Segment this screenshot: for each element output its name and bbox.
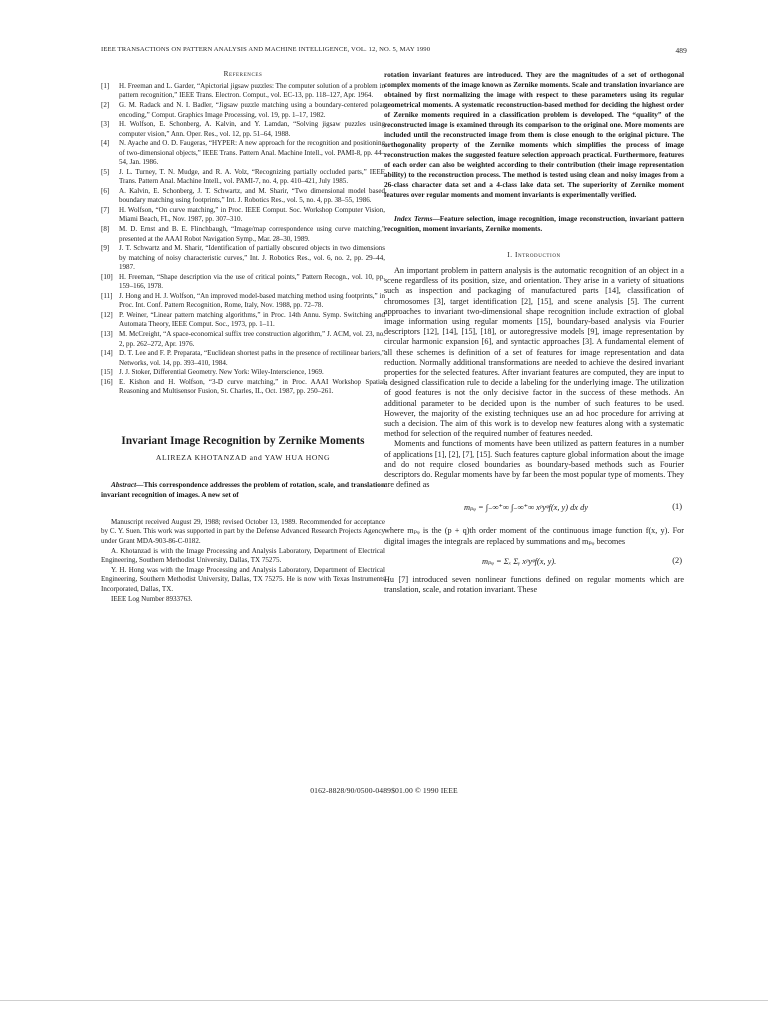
reference-number: [1] — [101, 82, 110, 90]
reference-item — [101, 225, 385, 244]
left-column — [101, 70, 385, 605]
reference-text: J. L. Turney, T. N. Mudge, and R. A. Volz, “Recognizing partially occluded parts,” IEEE Trans. Pattern Anal. Machine Intell., vol. PAMI-7, no. 4, pp. 410–421, July 1985. — [119, 167, 385, 186]
reference-text: J. J. Stoker, Differential Geometry. New York: Wiley-Interscience, 1969. — [119, 368, 324, 377]
equation-2-expression: mₚᵩ = Σₓ Σᵧ xᵖyᵠf(x, y). — [482, 556, 557, 566]
index-terms-label: Index Terms — [394, 214, 433, 223]
reference-text: H. Freeman and L. Garder, “Apictorial jigsaw puzzles: The computer solution of a problem in pattern recognition,” IEEE Trans. Electron. Comput., vol. EC-13, pp. 118–127, Apr. 1964. — [119, 82, 385, 100]
footnote-paragraph: Y. H. Hong was with the Image Processing and Analysis Laboratory, Department of Electrical Engineering, Southern Methodist University, Dallas, TX 75275. He is now with Texas Instruments Incorporated, Dallas, TX. — [101, 565, 385, 593]
intro-paragraph-1: An important problem in pattern analysis is the automatic recognition of an object in a scene regardless of its position, size, and orientation. They arise in a variety of situations such as inspection and packaging of manufactured parts [14], classification of chromosomes [3], target identification [2], [15], and scene analysis [5]. The current approaches to invariant two-dimensional shape recognition include extraction of global image information using regular moments [15], boundary-based analysis via Fourier descriptors [12], [14], [15], [18], or autoregressive models [9], image representation by circular harmonic expansion [6], and syntactic approaches [3]. A fundamental element of all these schemes is definition of a set of features for image representation and data reduction. Normally additional transformations are needed to achieve the desired invariant properties for the selected features. After invariant features are computed, they are input to a designed classification rule to decide a labeling for the underlying image. The utilization of good features is not the only decisive factor in the success of these methods. An additional parameter to be decided upon is the number of such features to be used. However, the majority of the existing techniques use an ad hoc procedure for arriving at such a decision. The aim of this work is to develop new features along with a systematic method for selection of the required number of features needed. — [384, 266, 684, 439]
equation-1-expression: mₚᵩ = ∫₋∞⁺∞ ∫₋∞⁺∞ xᵖyᵠf(x, y) dx dy — [464, 503, 589, 513]
intro-paragraph-2: Moments and functions of moments have been utilized as pattern features in a number of applications [1], [2], [7], [15]. Such features capture global information about the image and do not require closed boundaries as boundary-based methods such as Fourier descriptors do. Regular moments have by far been the most popular type of moments. They are defined as — [384, 439, 684, 490]
intro-paragraph-4: Hu [7] introduced seven nonlinear functions defined on regular moments which are translation, scale, and rotation invariant. These — [384, 574, 684, 595]
footnote-paragraph: Manuscript received August 29, 1988; revised October 13, 1989. Recommended for acceptance by C. Y. Suen. This work was supported in part by the Defense Advanced Research Projects Agency under Grant MDA-903-86-C-0182. — [101, 517, 385, 545]
copyright-footer: 0162-8828/90/0500-0489$01.00 © 1990 IEEE — [310, 786, 458, 795]
intro-paragraph-3: where mₚᵩ is the (p + q)th order moment of the continuous image function f(x, y). For digital images the integrals are replaced by summations and mₚᵩ becomes — [384, 526, 684, 546]
reference-item — [101, 168, 385, 187]
reference-number: [6] — [101, 186, 110, 195]
reference-number: [14] — [101, 349, 113, 358]
reference-text: P. Weiner, “Linear pattern matching algorithms,” in Proc. 14th Annu. Symp. Switching and Automata Theory, IEEE Comput. Soc., 1973, pp. 1–11. — [119, 311, 385, 329]
reference-text: M. McCreight, “A space-economical suffix tree construction algorithm,” J. ACM, vol. 23, no. 2, pp. 262–272, Apr. 1976. — [119, 330, 385, 348]
reference-text: N. Ayache and O. D. Faugeras, “HYPER: A new approach for the recognition and positioning of two-dimensional objects,” IEEE Trans. Pattern Anal. Machine Intell., vol. PAMI-8, pp. 44–54, Jan. 1986. — [119, 139, 385, 167]
reference-number: [16] — [101, 378, 113, 387]
reference-number: [4] — [101, 139, 110, 148]
page-number: 489 — [675, 46, 687, 55]
reference-text: M. D. Ernst and B. E. Flinchbaugh, “Image/map correspondence using curve matching,” presented at the AAAI Robot Navigation Symp., Mar. 28–30, 1989. — [119, 225, 385, 243]
abstract-label: Abstract— — [111, 479, 144, 489]
reference-item — [101, 120, 385, 139]
footnotes — [101, 518, 385, 604]
reference-item — [101, 349, 385, 368]
page-divider — [0, 1000, 768, 1001]
reference-list — [101, 82, 385, 397]
reference-item — [101, 311, 385, 330]
reference-text: J. T. Schwartz and M. Sharir, “Identification of partially obscured objects in two dimensions by matching of noisy characteristic curves,” Int. J. Robotics Res., vol. 6, no. 2, pp. 29–44, 1987. — [119, 244, 385, 272]
reference-item — [101, 378, 385, 397]
reference-item — [101, 273, 385, 292]
introduction-heading: I. Introduction — [507, 251, 561, 259]
equation-1-number: (1) — [672, 502, 682, 512]
reference-text: H. Freeman, “Shape description via the use of critical points,” Pattern Recogn., vol. 10, pp. 159–166, 1978. — [119, 272, 385, 291]
reference-item — [101, 330, 385, 349]
reference-number: [9] — [101, 244, 110, 253]
reference-text: G. M. Radack and N. I. Badler, “Jigsaw puzzle matching using a boundary-centered polar encoding,” Comput. Graphics Image Processing, vol. 19, pp. 1–17, 1982. — [119, 101, 385, 119]
reference-text: E. Kishon and H. Wolfson, “3-D curve matching,” in Proc. AAAI Workshop Spatial Reasoning and Multisensor Fusion, St. Charles, IL, Oct. 1987, pp. 250–261. — [119, 378, 385, 396]
references-title: References — [223, 70, 263, 78]
index-terms-text: —Feature selection, image recognition, image reconstruction, invariant pattern recognition, moment invariants, Zernike moments. — [384, 214, 684, 233]
reference-number: [7] — [101, 206, 110, 215]
reference-text: H. Wolfson, E. Schonberg, A. Kalvin, and Y. Lamdan, “Solving jigsaw puzzles using computer vision,” Ann. Oper. Res., vol. 12, pp. 51–64, 1988. — [119, 120, 385, 138]
reference-number: [2] — [101, 101, 110, 110]
reference-number: [13] — [101, 330, 113, 339]
reference-number: [15] — [101, 368, 113, 377]
reference-number: [11] — [101, 291, 113, 300]
equation-1 — [384, 493, 684, 523]
abstract-text-right: rotation invariant features are introduced. They are the magnitudes of a set of orthogonal complex moments of the image known as Zernike moments. Scale and translation invariance are obtained by first normalizing the image with respect to these parameters using its regular geometrical moments. A systematic reconstruction-based method for deciding the highest order of Zernike moments required in a classification problem is developed. The “quality” of the reconstructed image is examined through its comparison to the original one. More moments are included until the reconstructed image from them is close enough to the original picture. The orthogonality property of the Zernike moments which simplifies the process of image reconstruction makes the suggested feature selection approach practical. Furthermore, features of each order can also be weighted according to their contribution (their image representation ability) to the reconstruction process. The method is tested using clean and noisy images from a 26-class character data set and a 4-class lake data set. The superiority of Zernike moment features over regular moments and moment invariants is experimentally verified. — [384, 70, 684, 199]
reference-number: [8] — [101, 225, 110, 234]
index-terms — [384, 214, 684, 234]
reference-number: [12] — [101, 311, 113, 320]
reference-number: [5] — [101, 167, 110, 176]
reference-item — [101, 187, 385, 206]
equation-2-number: (2) — [672, 555, 682, 565]
abstract-text-left: This correspondence addresses the problem of rotation, scale, and translation invariant recognition of images. A new set of — [101, 479, 385, 499]
paper-title: Invariant Image Recognition by Zernike Moments — [121, 434, 365, 447]
reference-item — [101, 292, 385, 311]
reference-text: D. T. Lee and F. P. Preparata, “Euclidean shortest paths in the presence of rectilinear bariers,” Networks, vol. 14, pp. 393–410, 1984. — [119, 349, 385, 367]
right-column — [384, 70, 684, 595]
reference-item — [101, 206, 385, 225]
equation-2 — [384, 550, 684, 572]
abstract — [101, 480, 385, 500]
reference-text: J. Hong and H. J. Wolfson, “An improved model-based matching method using footprints,” in Proc. Int. Conf. Pattern Recognition, Rome, Italy, Nov. 1988, pp. 72–78. — [119, 291, 385, 310]
paper-authors: ALIREZA KHOTANZAD and YAW HUA HONG — [155, 452, 331, 462]
reference-item — [101, 139, 385, 167]
reference-number: [10] — [101, 272, 113, 281]
reference-item — [101, 244, 385, 272]
reference-item — [101, 82, 385, 101]
footnote-paragraph: A. Khotanzad is with the Image Processing and Analysis Laboratory, Department of Electrical Engineering, Southern Methodist University, Dallas, TX 75275. — [101, 546, 385, 564]
reference-item — [101, 368, 385, 377]
reference-item — [101, 101, 385, 120]
running-title: IEEE TRANSACTIONS ON PATTERN ANALYSIS AND MACHINE INTELLIGENCE, VOL. 12, NO. 5, MAY 1990 — [101, 46, 431, 53]
footnote-paragraph: IEEE Log Number 8933763. — [111, 594, 193, 603]
reference-number: [3] — [101, 120, 110, 129]
reference-text: A. Kalvin, E. Schonberg, J. T. Schwartz, and M. Sharir, “Two dimensional model based boundary matching using footprints,” Int. J. Robotics Res., vol. 5, no. 4, pp. 38–55, 1986. — [119, 186, 385, 205]
reference-text: H. Wolfson, “On curve matching,” in Proc. IEEE Comput. Soc. Workshop Computer Vision, Miami Beach, FL, Nov. 1987, pp. 307–310. — [119, 206, 385, 224]
